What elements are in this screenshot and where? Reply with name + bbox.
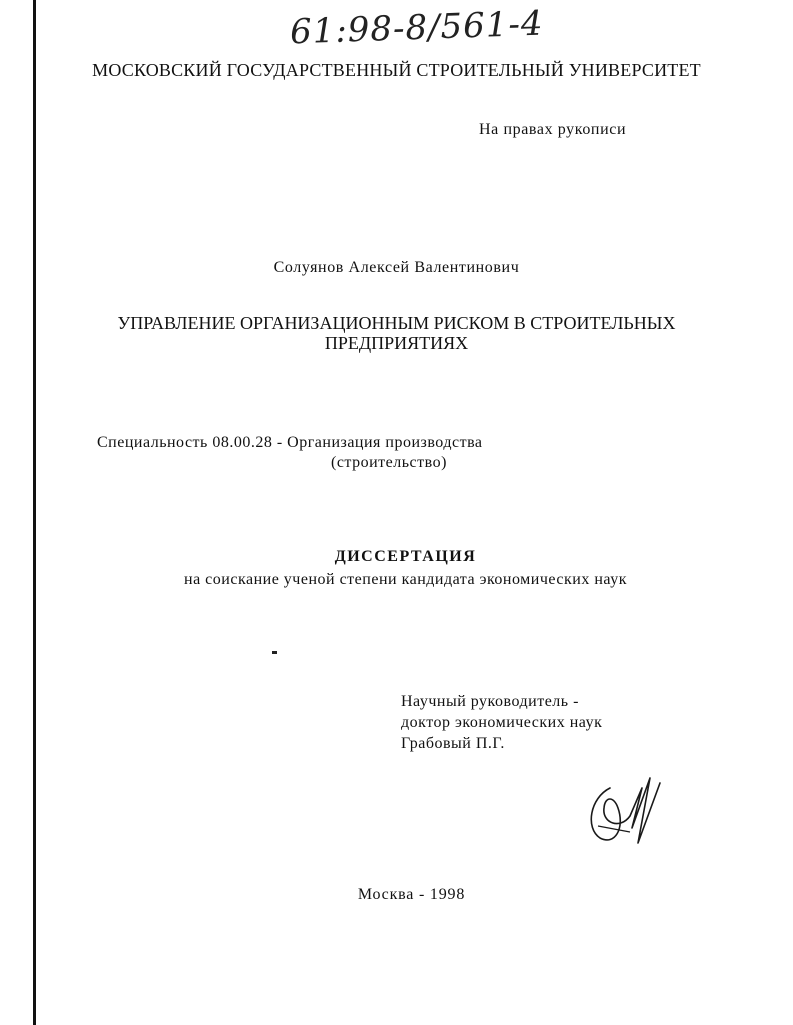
ink-mark [272, 651, 277, 654]
supervisor-line-2: доктор экономических наук [401, 714, 603, 731]
supervisor-line-3: Грабовый П.Г. [401, 735, 505, 752]
title-line-1: УПРАВЛЕНИЕ ОРГАНИЗАЦИОННЫМ РИСКОМ В СТРОИТЕЛЬНЫХ [117, 313, 676, 333]
scan-edge-line [33, 0, 36, 1025]
title-line-2: ПРЕДПРИЯТИЯХ [324, 333, 469, 353]
specialty-line-2: (строительство) [331, 454, 447, 471]
degree-line: на соискание ученой степени кандидата экономических наук [184, 571, 627, 588]
specialty-line-1: Специальность 08.00.28 - Организация производства [97, 434, 483, 451]
university-name: МОСКОВСКИЙ ГОСУДАРСТВЕННЫЙ СТРОИТЕЛЬНЫЙ УНИВЕРСИТЕТ [92, 60, 701, 80]
handwritten-signature [580, 768, 670, 863]
specialty [97, 433, 483, 473]
author-name: Солуянов Алексей Валентинович [273, 259, 520, 276]
supervisor-line-1: Научный руководитель - [401, 693, 579, 710]
supervisor-block [401, 691, 602, 754]
dissertation-title [0, 313, 793, 353]
city-and-year: Москва - 1998 [357, 886, 466, 903]
handwritten-archive-code: 61:98-8/561-4 [289, 3, 545, 53]
rights-note: На правах рукописи [479, 121, 627, 138]
work-type-heading: ДИССЕРТАЦИЯ [334, 548, 477, 565]
